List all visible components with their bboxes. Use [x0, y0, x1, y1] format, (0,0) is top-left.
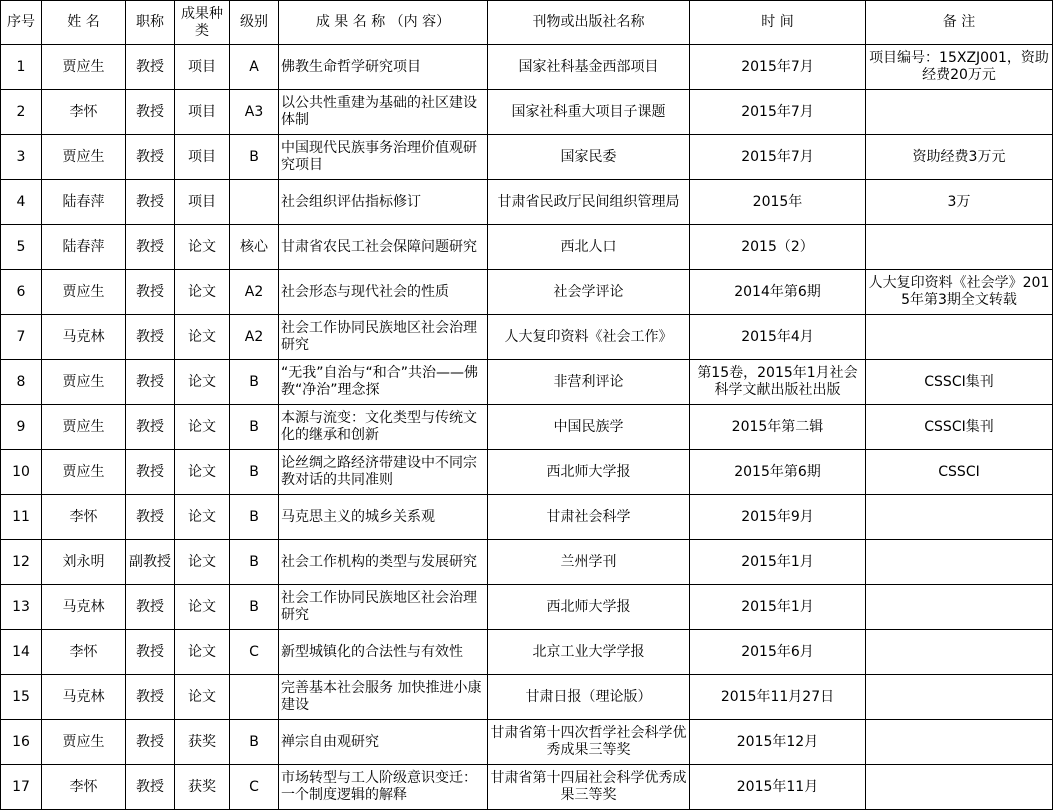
- cell-type: 论文: [175, 315, 230, 360]
- cell-type: 项目: [175, 180, 230, 225]
- cell-title: 教授: [126, 675, 175, 720]
- cell-publisher: 西北师大学报: [488, 585, 690, 630]
- cell-type: 获奖: [175, 765, 230, 810]
- cell-content: 市场转型与工人阶级意识变迁：一个制度逻辑的解释: [279, 765, 488, 810]
- cell-publisher: 国家社科基金西部项目: [488, 45, 690, 90]
- cell-date: 2015年7月: [690, 45, 866, 90]
- cell-remark: [866, 675, 1053, 720]
- cell-content: 完善基本社会服务 加快推进小康建设: [279, 675, 488, 720]
- table-row: [1, 675, 1053, 720]
- cell-name: 陆春萍: [42, 225, 126, 270]
- cell-name: 马克林: [42, 675, 126, 720]
- cell-title: 教授: [126, 45, 175, 90]
- cell-type: 获奖: [175, 720, 230, 765]
- cell-date: 2015年7月: [690, 135, 866, 180]
- cell-title: 教授: [126, 225, 175, 270]
- cell-name: 贾应生: [42, 450, 126, 495]
- cell-content: 新型城镇化的合法性与有效性: [279, 630, 488, 675]
- cell-index: 17: [1, 765, 42, 810]
- cell-index: 11: [1, 495, 42, 540]
- cell-index: 1: [1, 45, 42, 90]
- cell-title: 教授: [126, 495, 175, 540]
- cell-level: A: [230, 45, 279, 90]
- cell-level: A2: [230, 270, 279, 315]
- cell-content: 论丝绸之路经济带建设中不同宗教对话的共同准则: [279, 450, 488, 495]
- cell-index: 3: [1, 135, 42, 180]
- cell-index: 7: [1, 315, 42, 360]
- table-row: [1, 45, 1053, 90]
- cell-remark: [866, 585, 1053, 630]
- cell-publisher: 非营利评论: [488, 360, 690, 405]
- cell-level: A2: [230, 315, 279, 360]
- table-row: [1, 585, 1053, 630]
- cell-title: 教授: [126, 585, 175, 630]
- table-row: [1, 315, 1053, 360]
- cell-content: 社会工作协同民族地区社会治理研究: [279, 585, 488, 630]
- cell-date: 2015年12月: [690, 720, 866, 765]
- cell-type: 论文: [175, 540, 230, 585]
- cell-name: 贾应生: [42, 360, 126, 405]
- header-row: [1, 1, 1053, 45]
- cell-date: 2015年4月: [690, 315, 866, 360]
- cell-title: 教授: [126, 90, 175, 135]
- cell-title: 教授: [126, 270, 175, 315]
- cell-remark: [866, 720, 1053, 765]
- cell-date: 2015年11月27日: [690, 675, 866, 720]
- cell-title: 教授: [126, 720, 175, 765]
- cell-publisher: 西北人口: [488, 225, 690, 270]
- cell-content: “无我”自治与“和合”共治——佛教“净治”理念探: [279, 360, 488, 405]
- cell-index: 14: [1, 630, 42, 675]
- cell-name: 李怀: [42, 495, 126, 540]
- cell-index: 4: [1, 180, 42, 225]
- cell-remark: CSSCI集刊: [866, 360, 1053, 405]
- header-level: 级别: [230, 1, 279, 45]
- cell-content: 社会工作机构的类型与发展研究: [279, 540, 488, 585]
- cell-index: 16: [1, 720, 42, 765]
- cell-date: 2015年9月: [690, 495, 866, 540]
- cell-name: 李怀: [42, 90, 126, 135]
- cell-date: 2015年: [690, 180, 866, 225]
- cell-remark: [866, 90, 1053, 135]
- table-row: [1, 225, 1053, 270]
- cell-remark: [866, 540, 1053, 585]
- cell-level: B: [230, 585, 279, 630]
- cell-content: 以公共性重建为基础的社区建设体制: [279, 90, 488, 135]
- table-row: [1, 720, 1053, 765]
- table-body: [1, 45, 1053, 810]
- cell-date: 2015年第6期: [690, 450, 866, 495]
- cell-publisher: 中国民族学: [488, 405, 690, 450]
- cell-date: 2015年11月: [690, 765, 866, 810]
- cell-publisher: 甘肃省第十四届社会科学优秀成果三等奖: [488, 765, 690, 810]
- cell-publisher: 北京工业大学学报: [488, 630, 690, 675]
- table-row: [1, 495, 1053, 540]
- cell-level: B: [230, 495, 279, 540]
- cell-level: 核心: [230, 225, 279, 270]
- cell-index: 5: [1, 225, 42, 270]
- cell-date: 2015（2）: [690, 225, 866, 270]
- cell-content: 佛教生命哲学研究项目: [279, 45, 488, 90]
- cell-name: 刘永明: [42, 540, 126, 585]
- table-row: [1, 180, 1053, 225]
- cell-type: 论文: [175, 450, 230, 495]
- cell-date: 2015年7月: [690, 90, 866, 135]
- cell-title: 教授: [126, 765, 175, 810]
- cell-index: 13: [1, 585, 42, 630]
- cell-date: 第15卷，2015年1月社会科学文献出版社出版: [690, 360, 866, 405]
- cell-publisher: 甘肃省民政厅民间组织管理局: [488, 180, 690, 225]
- cell-name: 贾应生: [42, 720, 126, 765]
- table-header: [1, 1, 1053, 45]
- header-name: 姓 名: [42, 1, 126, 45]
- header-type: 成果种类: [175, 1, 230, 45]
- cell-name: 贾应生: [42, 270, 126, 315]
- cell-level: B: [230, 540, 279, 585]
- cell-level: C: [230, 630, 279, 675]
- cell-date: 2015年第二辑: [690, 405, 866, 450]
- cell-name: 李怀: [42, 630, 126, 675]
- cell-content: 马克思主义的城乡关系观: [279, 495, 488, 540]
- cell-level: [230, 675, 279, 720]
- cell-content: 禅宗自由观研究: [279, 720, 488, 765]
- cell-type: 论文: [175, 495, 230, 540]
- cell-content: 社会工作协同民族地区社会治理研究: [279, 315, 488, 360]
- table-row: [1, 630, 1053, 675]
- cell-type: 论文: [175, 270, 230, 315]
- cell-level: B: [230, 360, 279, 405]
- cell-type: 论文: [175, 630, 230, 675]
- cell-level: B: [230, 720, 279, 765]
- cell-title: 教授: [126, 450, 175, 495]
- table-row: [1, 90, 1053, 135]
- cell-remark: [866, 765, 1053, 810]
- cell-level: B: [230, 405, 279, 450]
- cell-title: 教授: [126, 135, 175, 180]
- cell-index: 9: [1, 405, 42, 450]
- cell-title: 教授: [126, 180, 175, 225]
- cell-publisher: 国家社科重大项目子课题: [488, 90, 690, 135]
- cell-type: 论文: [175, 225, 230, 270]
- cell-index: 10: [1, 450, 42, 495]
- cell-name: 马克林: [42, 315, 126, 360]
- header-content: 成 果 名 称 （内 容）: [279, 1, 488, 45]
- header-publisher: 刊物或出版社名称: [488, 1, 690, 45]
- cell-remark: 项目编号：15XZJ001，资助经费20万元: [866, 45, 1053, 90]
- table-row: [1, 540, 1053, 585]
- table-row: [1, 450, 1053, 495]
- table-row: [1, 135, 1053, 180]
- table-row: [1, 360, 1053, 405]
- cell-type: 论文: [175, 405, 230, 450]
- cell-title: 教授: [126, 405, 175, 450]
- cell-level: C: [230, 765, 279, 810]
- cell-index: 12: [1, 540, 42, 585]
- cell-level: B: [230, 135, 279, 180]
- cell-publisher: 兰州学刊: [488, 540, 690, 585]
- header-remark: 备 注: [866, 1, 1053, 45]
- cell-type: 项目: [175, 135, 230, 180]
- cell-publisher: 人大复印资料《社会工作》: [488, 315, 690, 360]
- cell-type: 论文: [175, 675, 230, 720]
- cell-remark: [866, 495, 1053, 540]
- cell-index: 8: [1, 360, 42, 405]
- cell-content: 社会形态与现代社会的性质: [279, 270, 488, 315]
- cell-remark: [866, 630, 1053, 675]
- cell-title: 副教授: [126, 540, 175, 585]
- cell-title: 教授: [126, 360, 175, 405]
- header-date: 时 间: [690, 1, 866, 45]
- cell-publisher: 甘肃省第十四次哲学社会科学优秀成果三等奖: [488, 720, 690, 765]
- cell-index: 2: [1, 90, 42, 135]
- cell-level: [230, 180, 279, 225]
- table-row: [1, 270, 1053, 315]
- cell-remark: CSSCI集刊: [866, 405, 1053, 450]
- cell-name: 李怀: [42, 765, 126, 810]
- cell-name: 陆春萍: [42, 180, 126, 225]
- cell-content: 甘肃省农民工社会保障问题研究: [279, 225, 488, 270]
- cell-remark: 资助经费3万元: [866, 135, 1053, 180]
- cell-title: 教授: [126, 315, 175, 360]
- cell-name: 马克林: [42, 585, 126, 630]
- cell-type: 论文: [175, 360, 230, 405]
- cell-title: 教授: [126, 630, 175, 675]
- cell-type: 论文: [175, 585, 230, 630]
- cell-publisher: 国家民委: [488, 135, 690, 180]
- cell-publisher: 甘肃社会科学: [488, 495, 690, 540]
- cell-level: A3: [230, 90, 279, 135]
- cell-remark: [866, 225, 1053, 270]
- cell-content: 社会组织评估指标修订: [279, 180, 488, 225]
- cell-index: 15: [1, 675, 42, 720]
- cell-publisher: 社会学评论: [488, 270, 690, 315]
- cell-publisher: 甘肃日报（理论版）: [488, 675, 690, 720]
- cell-date: 2015年1月: [690, 540, 866, 585]
- cell-publisher: 西北师大学报: [488, 450, 690, 495]
- cell-index: 6: [1, 270, 42, 315]
- cell-content: 中国现代民族事务治理价值观研究项目: [279, 135, 488, 180]
- cell-remark: [866, 315, 1053, 360]
- cell-name: 贾应生: [42, 405, 126, 450]
- cell-date: 2015年6月: [690, 630, 866, 675]
- cell-content: 本源与流变：文化类型与传统文化的继承和创新: [279, 405, 488, 450]
- cell-remark: 3万: [866, 180, 1053, 225]
- cell-date: 2014年第6期: [690, 270, 866, 315]
- cell-name: 贾应生: [42, 135, 126, 180]
- cell-level: B: [230, 450, 279, 495]
- cell-type: 项目: [175, 45, 230, 90]
- cell-remark: 人大复印资料《社会学》2015年第3期全文转载: [866, 270, 1053, 315]
- cell-name: 贾应生: [42, 45, 126, 90]
- header-index: 序号: [1, 1, 42, 45]
- cell-type: 项目: [175, 90, 230, 135]
- table-row: [1, 765, 1053, 810]
- cell-date: 2015年1月: [690, 585, 866, 630]
- header-title: 职称: [126, 1, 175, 45]
- cell-remark: CSSCI: [866, 450, 1053, 495]
- table-row: [1, 405, 1053, 450]
